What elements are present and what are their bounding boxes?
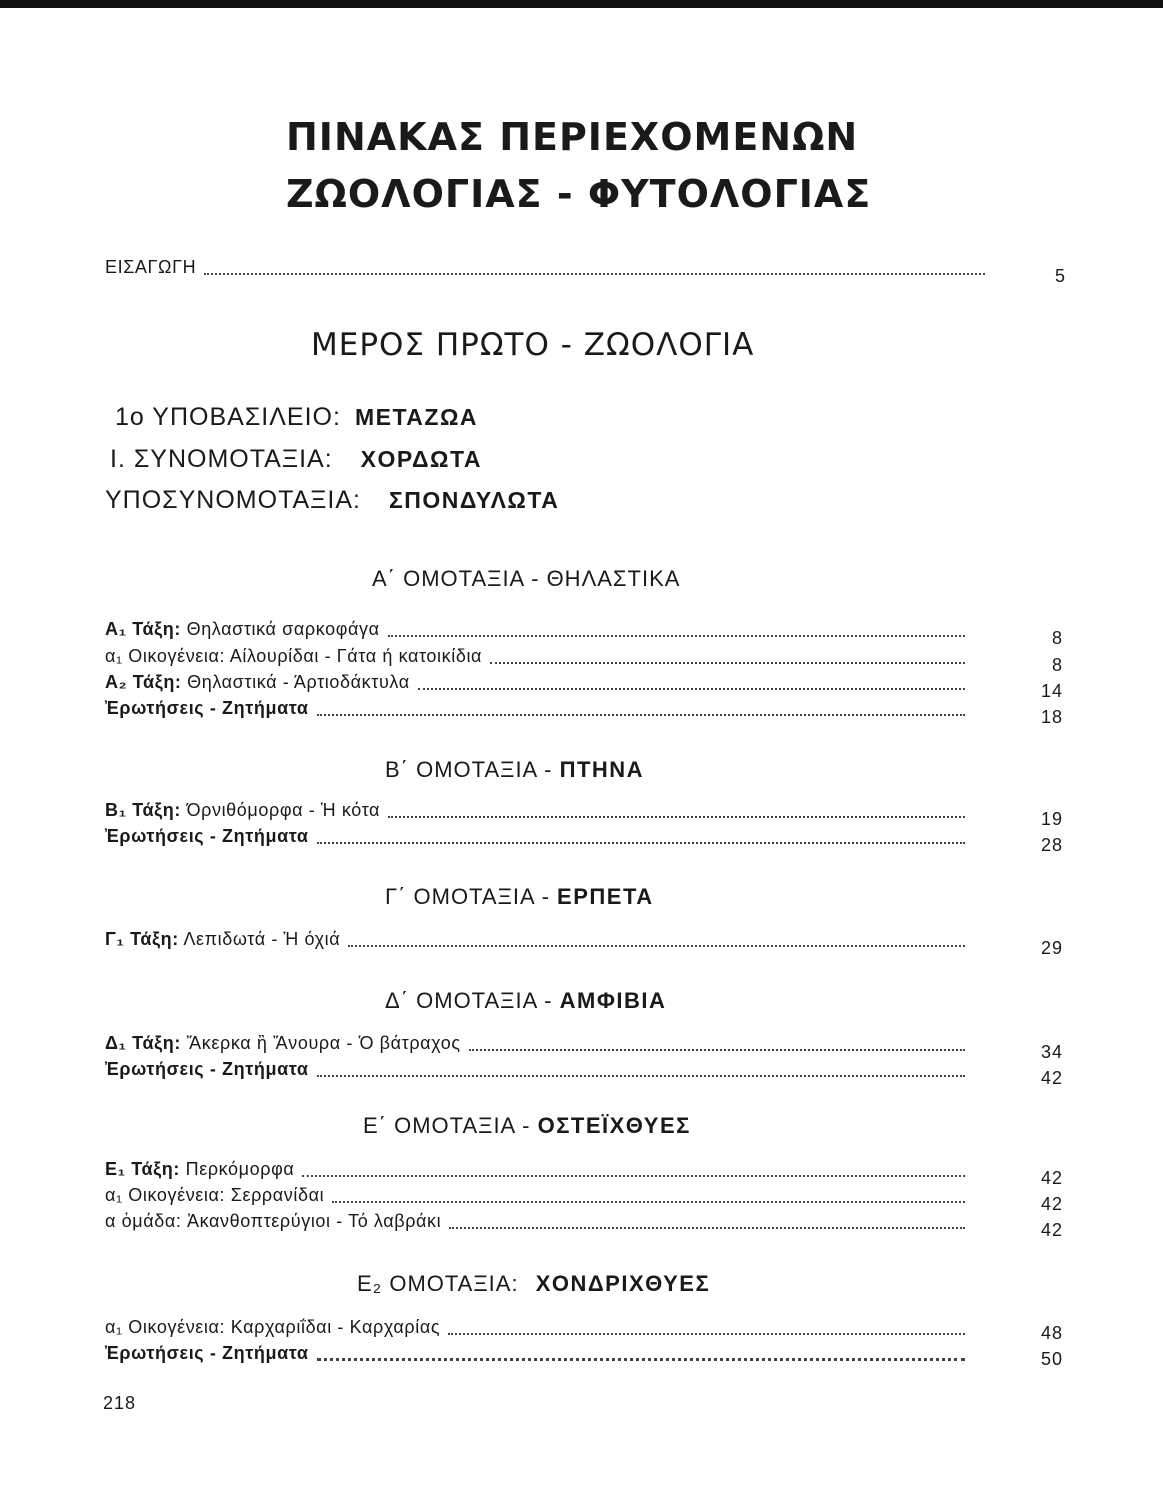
subphylum-line: ΥΠΟΣΥΝΟΜΟΤΑΞΙΑ: ΣΠΟΝΔΥΛΩΤΑ: [105, 486, 560, 514]
entry-page: 5: [1054, 266, 1066, 286]
toc-entry[interactable]: α₁ Οικογένεια: Σερρανίδαι: [105, 1184, 965, 1206]
entry-page: 42: [1040, 1068, 1063, 1088]
class-heading-e2: Ε₂ ΟΜΟΤΑΞΙΑ: ΧΟΝΔΡΙΧΘΥΕΣ: [357, 1271, 711, 1296]
kingdom-line: 1ο ΥΠΟΒΑΣΙΛΕΙΟ: ΜΕΤΑΖΩΑ: [115, 403, 478, 431]
toc-entry[interactable]: Α₁ Τάξη: Θηλαστικά σαρκοφάγα: [105, 618, 965, 640]
dot-leader: [388, 816, 965, 818]
entry-page: 50: [1040, 1349, 1063, 1369]
entry-page: 8: [1051, 655, 1063, 675]
entry-page: 34: [1040, 1042, 1063, 1062]
toc-entry[interactable]: α ὁμάδα: Ἀκανθοπτερύγιοι - Τό λαβράκι: [105, 1210, 965, 1232]
dot-leader: [490, 662, 965, 664]
dot-leader: [348, 945, 965, 947]
toc-entry[interactable]: Α₂ Τάξη: Θηλαστικά - Άρτιοδάκτυλα: [105, 671, 965, 693]
entry-page: 19: [1040, 809, 1063, 829]
dot-leader: [317, 1358, 965, 1361]
entry-page: 42: [1040, 1220, 1063, 1240]
toc-entry[interactable]: Ε₁ Τάξη: Περκόμορφα: [105, 1158, 965, 1180]
entry-page: 29: [1040, 938, 1063, 958]
toc-entry[interactable]: Δ₁ Τάξη: Ἄκερκα ἢ Ἄνουρα - Ὁ βάτραχος: [105, 1032, 965, 1054]
class-heading-d: Δ΄ ΟΜΟΤΑΞΙΑ - ΑΜΦΙΒΙΑ: [385, 988, 667, 1013]
dot-leader: [302, 1175, 965, 1177]
dot-leader: [317, 842, 965, 844]
class-heading-g: Γ΄ ΟΜΟΤΑΞΙΑ - ΕΡΠΕΤΑ: [385, 884, 654, 909]
class-heading-e: Ε΄ ΟΜΟΤΑΞΙΑ - ΟΣΤΕΪΧΘΥΕΣ: [363, 1113, 691, 1138]
entry-label: ΕΙΣΑΓΩΓΗ: [105, 257, 197, 277]
part-heading: ΜΕΡΟΣ ΠΡΩΤΟ - ΖΩΟΛΟΓΙΑ: [311, 327, 755, 363]
dot-leader: [418, 688, 965, 690]
entry-page: 42: [1040, 1168, 1063, 1188]
footer-page-number: 218: [103, 1393, 137, 1413]
phylum-line: Ι. ΣΥΝΟΜΟΤΑΞΙΑ: ΧΟΡΔΩΤΑ: [110, 445, 482, 473]
entry-page: 14: [1040, 681, 1063, 701]
toc-entry-intro[interactable]: [105, 256, 985, 278]
dot-leader: [448, 1333, 965, 1335]
dot-leader: [449, 1227, 965, 1229]
entry-page: 8: [1051, 628, 1063, 648]
toc-entry[interactable]: Ἐρωτήσεις - Ζητήματα: [105, 1342, 965, 1364]
kingdom-value: ΜΕΤΑΖΩΑ: [354, 404, 478, 430]
entry-page: 28: [1040, 835, 1063, 855]
toc-entry[interactable]: Ἐρωτήσεις - Ζητήματα: [105, 1058, 965, 1080]
toc-entry[interactable]: Β₁ Τάξη: Όρνιθόμορφα - Ἡ κότα: [105, 799, 965, 821]
entry-page: 42: [1040, 1194, 1063, 1214]
class-heading-a: Α΄ ΟΜΟΤΑΞΙΑ - ΘΗΛΑΣΤΙΚΑ: [372, 566, 681, 591]
dot-leader: [317, 714, 965, 716]
dot-leader: [204, 273, 985, 275]
entry-page: 48: [1040, 1323, 1063, 1343]
toc-entry[interactable]: α₁ Οικογένεια: Καρχαριΐδαι - Καρχαρίας: [105, 1316, 965, 1338]
scan-edge: [0, 0, 1163, 8]
subphylum-value: ΣΠΟΝΔΥΛΩΤΑ: [388, 487, 560, 513]
toc-entry[interactable]: Ἐρωτήσεις - Ζητήματα: [105, 697, 965, 719]
toc-entry[interactable]: Γ₁ Τάξη: Λεπιδωτά - Ἡ όχιά: [105, 928, 965, 950]
dot-leader: [332, 1201, 965, 1203]
toc-entry[interactable]: α₁ Οικογένεια: Αίλουρίδαι - Γάτα ή κατοικίδια: [105, 645, 965, 667]
toc-entry[interactable]: Ἐρωτήσεις - Ζητήματα: [105, 825, 965, 847]
class-heading-b: Β΄ ΟΜΟΤΑΞΙΑ - ΠΤΗΝΑ: [385, 757, 645, 782]
entry-page: 18: [1040, 707, 1063, 727]
toc-title-line1: ΠΙΝΑΚΑΣ ΠΕΡΙΕΧΟΜΕΝΩΝ: [286, 115, 859, 159]
phylum-value: ΧΟΡΔΩΤΑ: [360, 446, 482, 472]
dot-leader: [388, 635, 965, 637]
dot-leader: [317, 1075, 965, 1077]
dot-leader: [469, 1049, 965, 1051]
toc-title-line2: ΖΩΟΛΟΓΙΑΣ - ΦΥΤΟΛΟΓΙΑΣ: [286, 172, 872, 216]
